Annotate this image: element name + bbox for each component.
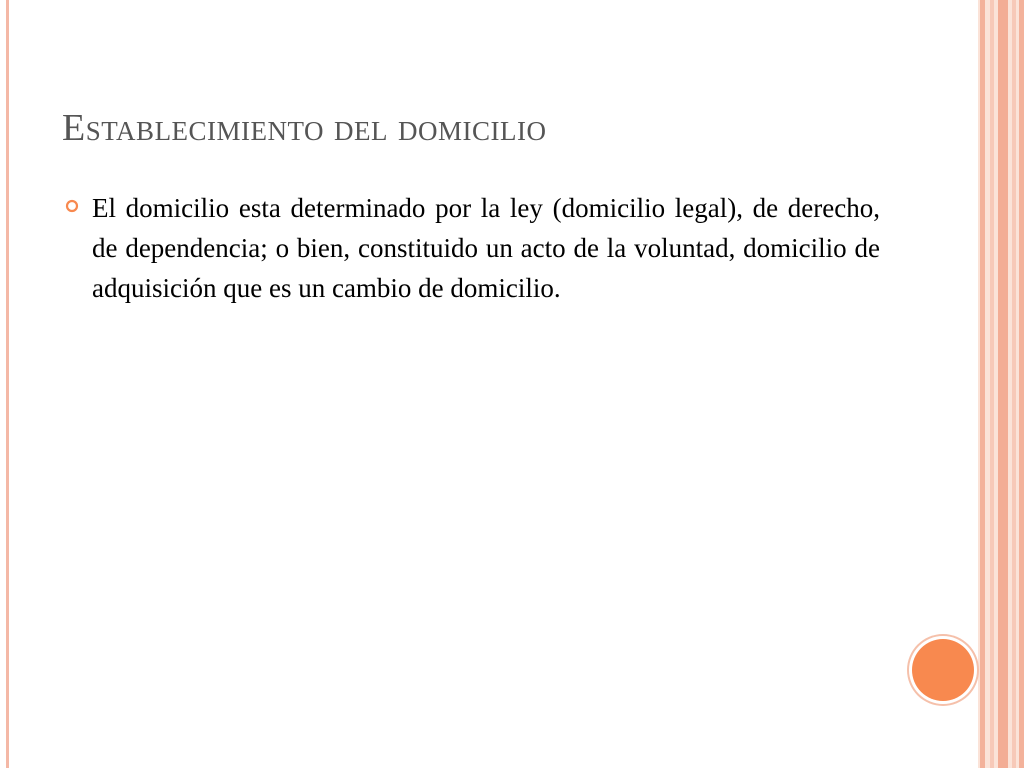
right-stripe xyxy=(1012,0,1016,768)
bullet-text: El domicilio esta determinado por la ley (domicilio legal), de derecho, de dependencia; o bien, constituido un acto de la voluntad, domicilio de adquisición que es un cambio de domicilio. xyxy=(92,193,880,303)
right-stripe xyxy=(980,0,985,768)
left-border-decoration xyxy=(6,0,9,768)
right-stripe xyxy=(1019,0,1024,768)
bullet-item xyxy=(62,188,880,308)
right-stripe xyxy=(998,0,1008,768)
circle-bullet-icon xyxy=(65,199,79,213)
slide-body xyxy=(62,188,880,308)
orange-circle-decoration xyxy=(912,639,974,701)
slide-title: Establecimiento del domicilio xyxy=(62,107,547,149)
right-stripe xyxy=(990,0,994,768)
